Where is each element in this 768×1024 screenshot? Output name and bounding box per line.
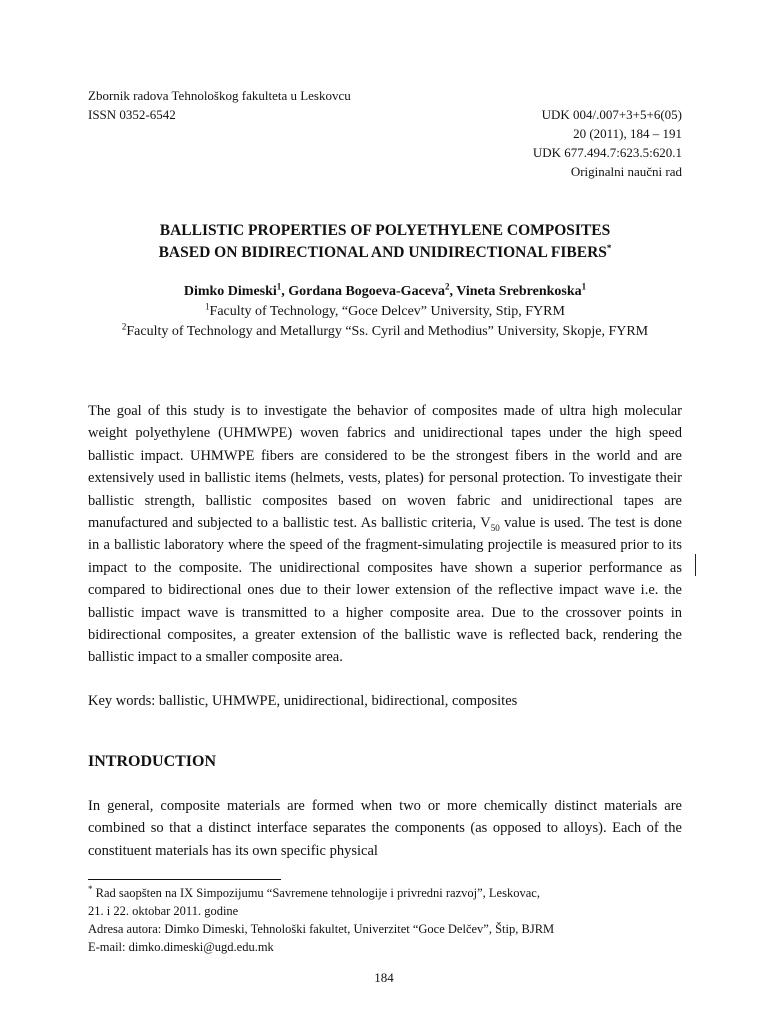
- affiliation-1: [88, 302, 682, 322]
- text-cursor-mark: [695, 554, 696, 576]
- journal-header: [88, 86, 682, 181]
- udk-primary: UDK 004/.007+3+5+6(05): [541, 107, 682, 122]
- abstract-text-2: value is used. The test is done in a ballistic laboratory where the speed of the fragment-simulating projectile is measured prior to its impact to the composite. The unidirectional composites have shown a superior performance as compared to bidirectional ones due to their lower extension of the reflective impact wave i.e. the ballistic impact wave is transmitted to a higher composite area. Due to the crossover points in bidirectional composites, a greater extension of the ballistic wave is reflected back, rendering the ballistic impact to a smaller composite area.: [88, 515, 682, 666]
- udk-secondary: UDK 677.494.7:623.5:620.1: [532, 145, 682, 160]
- page-number: 184: [374, 970, 394, 985]
- author-separator: ,: [281, 284, 289, 299]
- section-heading-introduction: INTRODUCTION: [88, 753, 217, 770]
- keywords: Key words: ballistic, UHMWPE, unidirectional, bidirectional, composites: [88, 693, 518, 709]
- abstract: [88, 400, 682, 669]
- footnote-mark: *: [88, 883, 93, 894]
- footnote-line-2: 21. i 22. oktobar 2011. godine: [88, 904, 239, 918]
- paper-title: [88, 220, 682, 264]
- introduction-text: In general, composite materials are formed when two or more chemically distinct materials are combined so that a distinct interface separates the components (as opposed to alloys). Each of the constituent materials has its own specific physical: [88, 798, 682, 859]
- footnote-line-1: Rad saopšten na IX Simpozijumu “Savremene tehnologije i privredni razvoj”, Leskovac,: [92, 886, 540, 900]
- footnote-divider: [88, 879, 281, 880]
- author-2: Gordana Bogoeva-Gaceva: [288, 284, 446, 299]
- affiliation-2-text: Faculty of Technology and Metallurgy “Ss. Cyril and Methodius” University, Skopje, FYRM: [126, 324, 649, 339]
- affiliation-2-mark: 2: [121, 321, 127, 332]
- author-address: Adresa autora: Dimko Dimeski, Tehnološki fakultet, Univerzitet “Goce Delčev”, Štip, BJRM: [88, 922, 555, 936]
- author-2-affiliation-mark: 2: [445, 281, 450, 292]
- abstract-text-1: The goal of this study is to investigate the behavior of composites made of ultra high molecular weight polyethylene (UHMWPE) woven fabrics and unidirectional tapes under the high speed ballistic impact. UHMWPE fibers are considered to be the strongest fibers in the world and are extensively used in ballistic items (helmets, vests, plates) for personal protection. To investigate their ballistic strength, ballistic composites based on woven fabric and unidirectional tapes are manufactured and subjected to a ballistic test. As ballistic criteria, V: [88, 403, 682, 532]
- title-line-2: BASED ON BIDIRECTIONAL AND UNIDIRECTIONAL FIBERS: [158, 244, 607, 261]
- paper-type: Originalni naučni rad: [570, 164, 682, 179]
- v50-subscript: 50: [490, 522, 500, 533]
- affiliation-1-mark: 1: [205, 301, 210, 312]
- author-3-affiliation-mark: 1: [581, 281, 587, 292]
- affiliation-2: [88, 322, 682, 342]
- issn: ISSN 0352-6542: [88, 107, 176, 122]
- author-names: [88, 282, 682, 302]
- author-1-affiliation-mark: 1: [276, 281, 282, 292]
- footnote: [88, 884, 682, 956]
- journal-name: Zbornik radova Tehnološkog fakulteta u Leskovcu: [88, 88, 351, 103]
- title-footnote-mark: *: [606, 242, 612, 253]
- volume-pages: 20 (2011), 184 – 191: [573, 126, 682, 141]
- author-email: E-mail: dimko.dimeski@ugd.edu.mk: [88, 940, 274, 954]
- author-block: [88, 282, 682, 342]
- author-1: Dimko Dimeski: [183, 284, 277, 299]
- author-separator: ,: [449, 284, 457, 299]
- affiliation-1-text: Faculty of Technology, “Goce Delcev” University, Stip, FYRM: [209, 304, 565, 319]
- author-3: Vineta Srebrenkoska: [456, 284, 582, 299]
- title-line-1: BALLISTIC PROPERTIES OF POLYETHYLENE COMPOSITES: [159, 222, 611, 239]
